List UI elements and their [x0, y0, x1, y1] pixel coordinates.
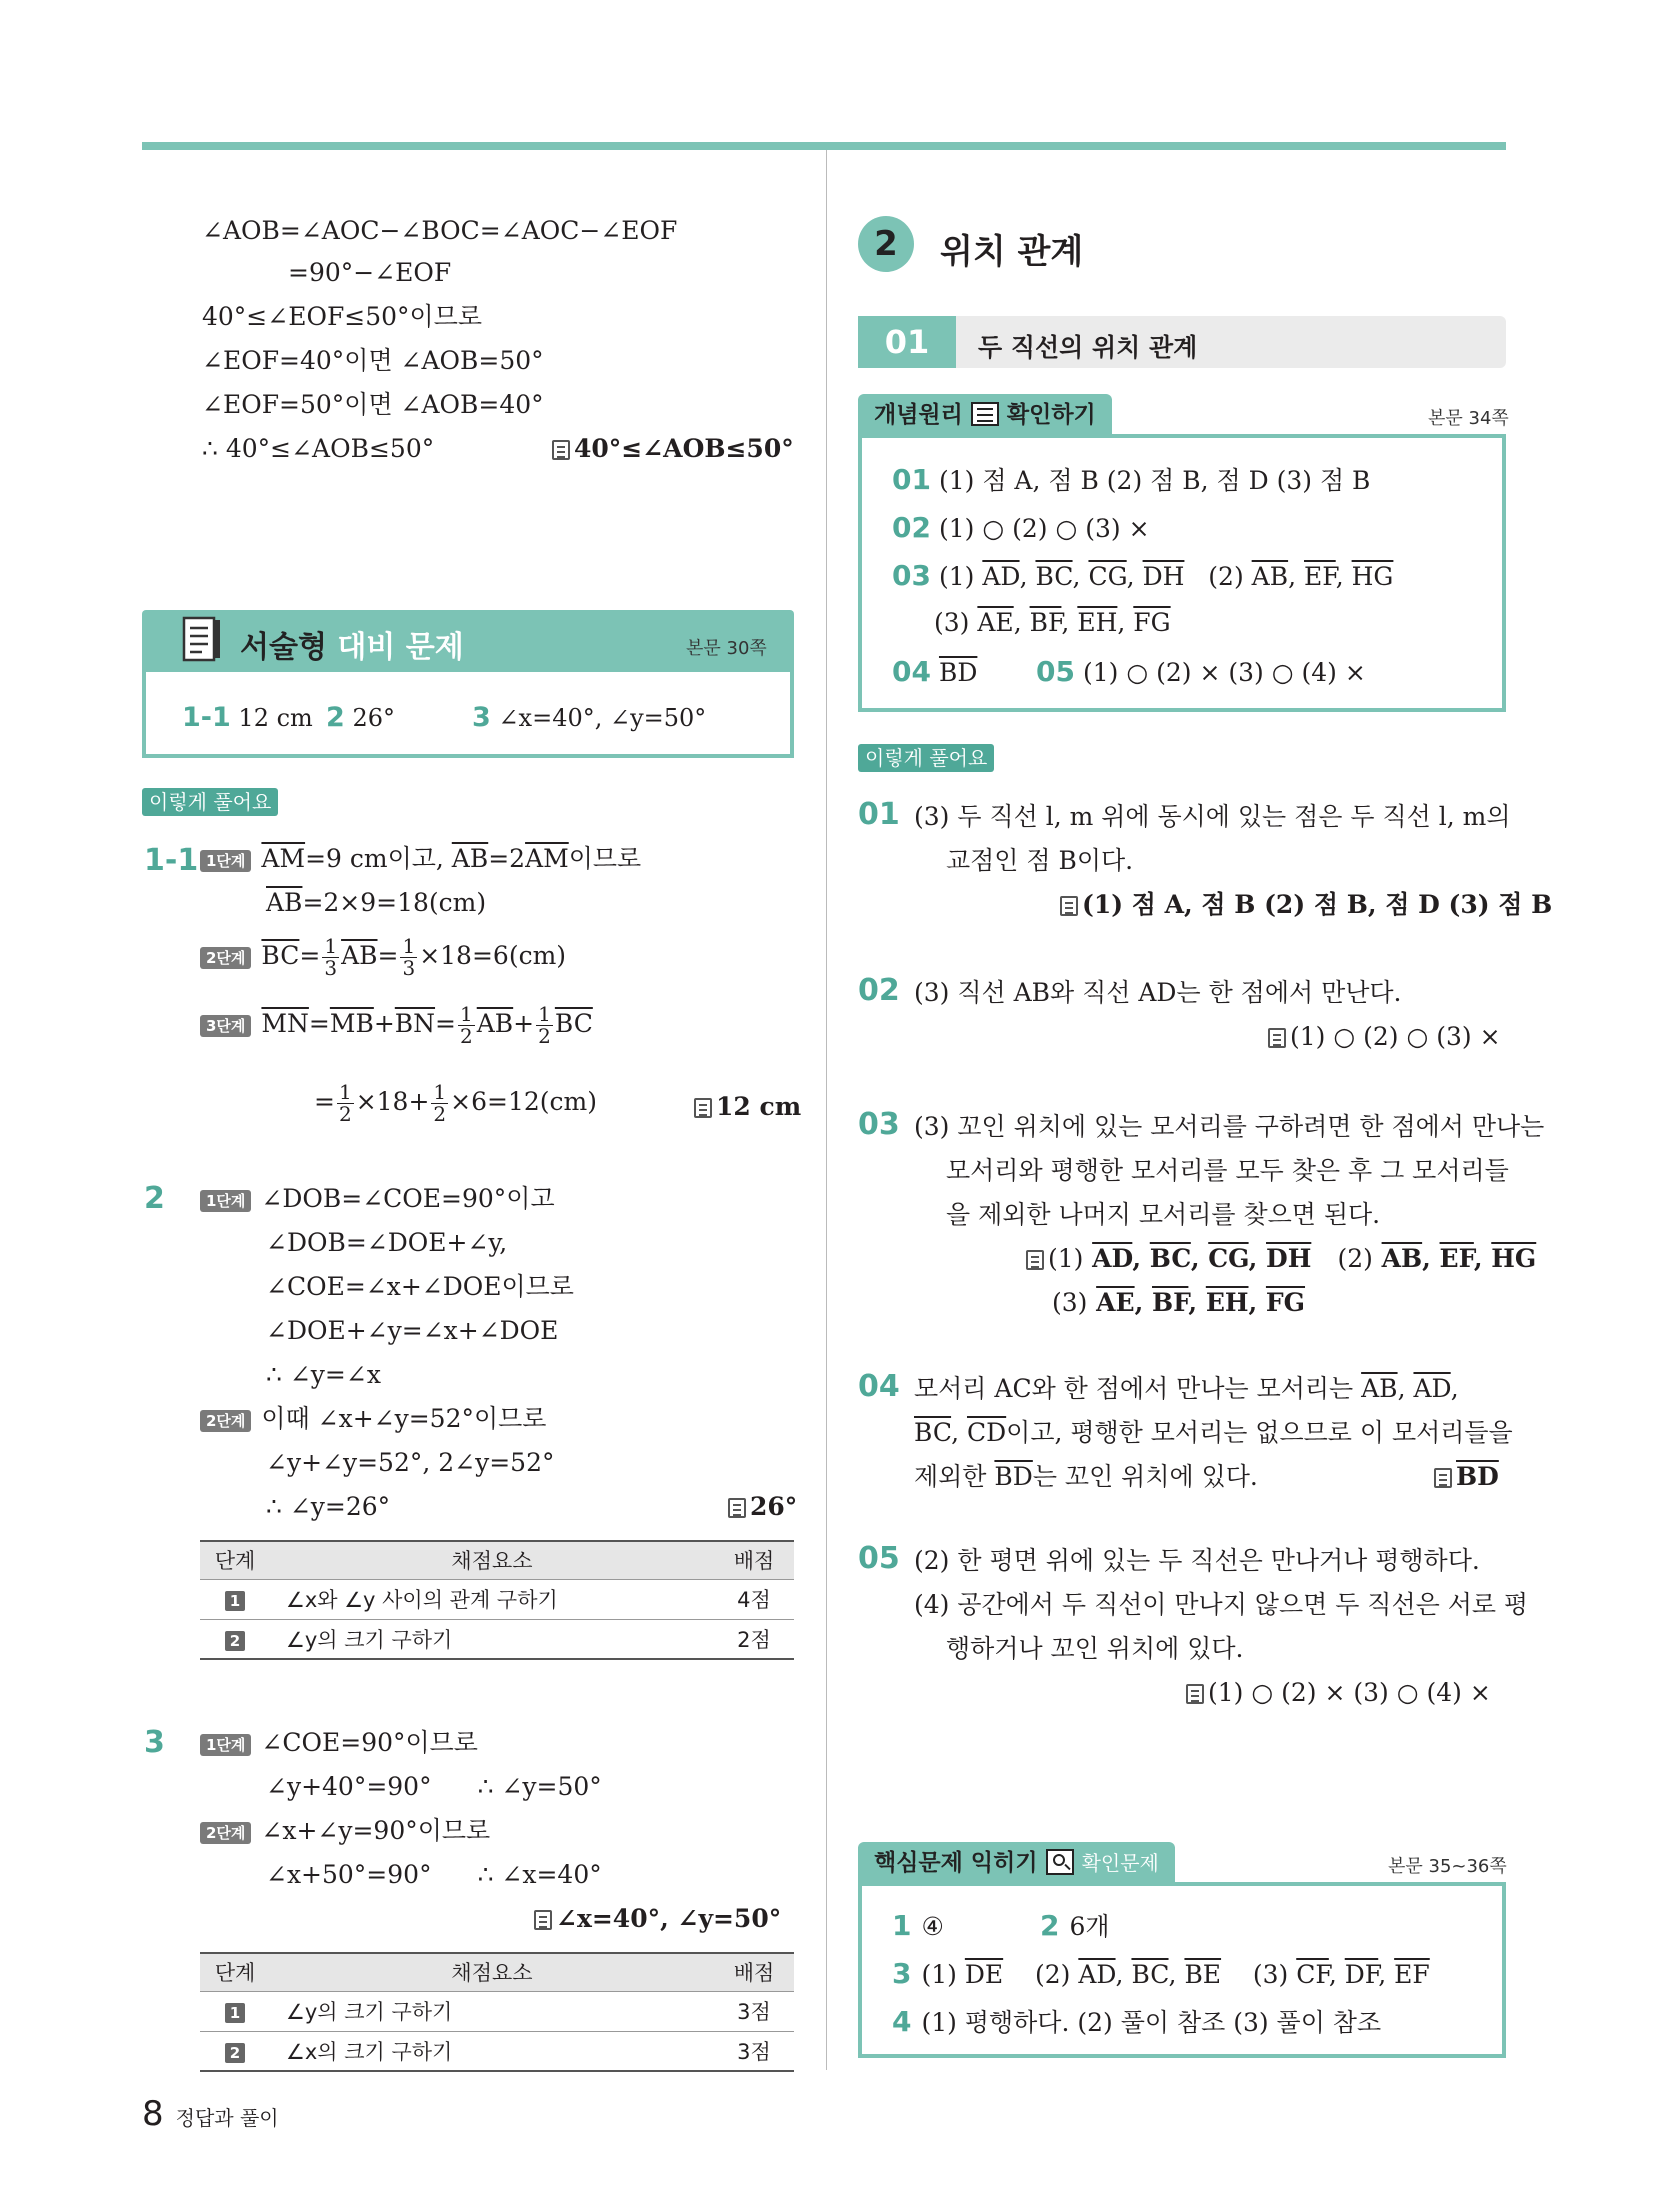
score-header-step: 단계 [200, 1953, 270, 1991]
intro-line-2: =90°−∠EOF [288, 258, 452, 287]
s04-answer: $\overline{BD}$ [1434, 1464, 1499, 1489]
q2-step1-line2: ∠DOB=∠DOE+∠y, [266, 1228, 508, 1257]
q2-step1-line4: ∠DOE+∠y=∠x+∠DOE [266, 1316, 559, 1345]
intro-line-3: 40°≤∠EOF≤50°이므로 [202, 302, 483, 331]
intro-line-1: ∠AOB=∠AOC−∠BOC=∠AOC−∠EOF [202, 216, 678, 245]
s05-number: 05 [858, 1541, 900, 1576]
s03-answer-line1: (1) $\overline{AD}$, $\overline{BC}$, $\overline{CG}$, $\overline{DH}$ (2) $\overline{AB}$, $\overline{EF}$, $\overline{HG}$ [1026, 1246, 1536, 1271]
table-row: 2 ∠x의 크기 구하기 3점 [200, 2031, 794, 2071]
answer-icon [728, 1498, 746, 1518]
s03-line3: 을 제외한 나머지 모서리를 찾으면 된다. [946, 1200, 1381, 1229]
s03-line1: (3) 꼬인 위치에 있는 모서리를 구하려면 한 점에서 만나는 [914, 1112, 1545, 1141]
s03-number: 03 [858, 1107, 900, 1142]
q3-score-table [200, 1952, 794, 2072]
answer-icon [694, 1098, 712, 1118]
concept-05: 05 (1) ○ (2) × (3) ○ (4) × [1036, 655, 1366, 688]
column-divider [826, 150, 827, 2070]
q1-step3-line1: 3단계 $\overline{MN}=\overline{MB}+\overline{BN}=$ $\frac{1}{2}$ $\overline{AB}+$ $\frac{1}{2}$ $\overline{BC}$ [200, 1004, 593, 1047]
q1-step2-line: 2단계 $\overline{BC}=$ $\frac{1}{3}$ $\overline{AB}=$ $\frac{1}{3}$ ×18=6(cm) [200, 936, 566, 979]
concept-03-line1: 03 (1) $\overline{AD}$, $\overline{BC}$, $\overline{CG}$, $\overline{DH}$ (2) $\overline{AB}$, $\overline{EF}$, $\overline{HG}$ [892, 559, 1394, 592]
s05-answer: (1) ○ (2) × (3) ○ (4) × [1186, 1680, 1491, 1705]
q2-step1-line1: 1단계 ∠DOB=∠COE=90°이고 [200, 1186, 555, 1212]
answer-icon [534, 1910, 552, 1930]
q2-step1-line3: ∠COE=∠x+∠DOE이므로 [266, 1272, 574, 1301]
s04-line3: 제외한 $\overline{BD}$는 꼬인 위치에 있다. [914, 1462, 1258, 1491]
s01-line1: (3) 두 직선 l, m 위에 동시에 있는 점은 두 직선 l, m의 [914, 802, 1511, 831]
q2-step1-line5: ∴ ∠y=∠x [266, 1360, 381, 1389]
q1-answer: 12 cm [694, 1094, 801, 1119]
concept-03-line2: (3) $\overline{AE}$, $\overline{BF}$, $\overline{EH}$, $\overline{FG}$ [934, 608, 1171, 637]
answer-icon [1434, 1468, 1452, 1488]
essay-item-3: 3 ∠x=40°, ∠y=50° [472, 702, 707, 733]
s02-answer: (1) ○ (2) ○ (3) × [1268, 1024, 1501, 1049]
q2-step2-line1: 2단계 이때 ∠x+∠y=52°이므로 [200, 1406, 546, 1432]
answer-icon [1186, 1684, 1204, 1704]
q2-number: 2 [144, 1181, 165, 1216]
score-header-item: 채점요소 [270, 1953, 714, 1991]
score-header-step: 단계 [200, 1541, 270, 1579]
intro-answer: 40°≤∠AOB≤50° [552, 436, 794, 461]
answer-icon [552, 440, 570, 460]
section-title: 위치 관계 [940, 232, 1084, 272]
core-1: 1 ④ [892, 1909, 944, 1942]
table-row: 2 ∠y의 크기 구하기 2점 [200, 1619, 794, 1659]
concept-tab: 개념원리 확인하기 [858, 394, 1112, 436]
core-ref: 본문 35~36쪽 [1388, 1856, 1507, 1877]
table-row: 1 ∠y의 크기 구하기 3점 [200, 1991, 794, 2031]
s04-number: 04 [858, 1369, 900, 1404]
s03-line2: 모서리와 평행한 모서리를 모두 찾은 후 그 모서리들 [946, 1156, 1509, 1185]
essay-item-1: 1-1 12 cm [182, 702, 313, 733]
answer-icon [1026, 1250, 1044, 1270]
q1-number: 1-1 [144, 843, 199, 878]
concept-02: 02 (1) ○ (2) ○ (3) × [892, 511, 1150, 544]
q3-step1-line2: ∠y+40°=90° ∴ ∠y=50° [266, 1772, 602, 1801]
essay-box-ref: 본문 30쪽 [686, 638, 767, 659]
essay-item-2: 2 26° [326, 702, 395, 733]
topic-title: 두 직선의 위치 관계 [978, 333, 1198, 362]
solve-tag-right: 이렇게 풀어요 [858, 744, 994, 772]
q3-step1-line1: 1단계 ∠COE=90°이므로 [200, 1730, 478, 1756]
s02-line1: (3) 직선 AB와 직선 AD는 한 점에서 만난다. [914, 978, 1402, 1007]
s02-number: 02 [858, 973, 900, 1008]
s05-line1: (2) 한 평면 위에 있는 두 직선은 만나거나 평행하다. [914, 1546, 1480, 1575]
s01-number: 01 [858, 797, 900, 832]
solve-tag-left: 이렇게 풀어요 [142, 788, 278, 816]
page-footer: 8 정답과 풀이 [142, 2094, 279, 2134]
s04-line2: $\overline{BC}$, $\overline{CD}$이고, 평행한 모서리는 없으므로 이 모서리들을 [914, 1418, 1513, 1447]
check-icon [971, 402, 999, 426]
topic-number: 01 [858, 316, 956, 368]
intro-line-6: ∴ 40°≤∠AOB≤50° [202, 434, 435, 463]
concept-01: 01 (1) 점 A, 점 B (2) 점 B, 점 D (3) 점 B [892, 463, 1371, 496]
magnifier-icon [1046, 1849, 1074, 1875]
q3-number: 3 [144, 1725, 165, 1760]
q2-step2-line2: ∠y+∠y=52°, 2∠y=52° [266, 1448, 555, 1477]
section-number-badge: 2 [858, 216, 914, 272]
table-row: 1 ∠x와 ∠y 사이의 관계 구하기 4점 [200, 1579, 794, 1619]
q1-step1-line2: $\overline{AB}=2\times 9=18(cm)$ [266, 888, 487, 917]
q2-score-table [200, 1540, 794, 1660]
answer-icon [1060, 896, 1078, 916]
s03-answer-line2: (3) $\overline{AE}$, $\overline{BF}$, $\overline{EH}$, $\overline{FG}$ [1052, 1288, 1306, 1317]
q2-step2-line3: ∴ ∠y=26° [266, 1492, 391, 1521]
intro-line-5: ∠EOF=50°이면 ∠AOB=40° [202, 390, 544, 419]
intro-line-4: ∠EOF=40°이면 ∠AOB=50° [202, 346, 544, 375]
s05-line3: 행하거나 꼬인 위치에 있다. [946, 1634, 1244, 1663]
s04-line1: 모서리 AC와 한 점에서 만나는 모서리는 $\overline{AB}$, $\overline{AD}$, [914, 1374, 1459, 1403]
s01-line2: 교점인 점 B이다. [946, 846, 1134, 875]
score-header-score: 배점 [714, 1953, 794, 1991]
core-tab: 핵심문제 익히기 확인문제 [858, 1842, 1175, 1884]
q3-answer: ∠x=40°, ∠y=50° [534, 1906, 781, 1931]
q2-answer: 26° [728, 1494, 797, 1519]
core-3: 3 (1) $\overline{DE}$ (2) $\overline{AD}$, $\overline{BC}$, $\overline{BE}$ (3) $\overline{CF}$, $\overline{DF}$, $\overline{EF}$ [892, 1957, 1430, 1990]
concept-04: 04 $\overline{BD}$ [892, 655, 978, 688]
score-header-score: 배점 [714, 1541, 794, 1579]
s01-answer: (1) 점 A, 점 B (2) 점 B, 점 D (3) 점 B [1060, 892, 1552, 917]
q3-step2-line1: 2단계 ∠x+∠y=90°이므로 [200, 1818, 490, 1844]
top-rule [142, 142, 1506, 150]
answer-icon [1268, 1028, 1286, 1048]
essay-box-title: 서술형 대비 문제 [240, 630, 464, 665]
essay-box-icon [182, 616, 222, 664]
q1-step1-line1: 1단계 $\overline{AM}=9$ cm이고, $\overline{AB}=2\overline{AM}$이므로 [200, 846, 641, 872]
core-2: 2 6개 [1040, 1909, 1110, 1942]
s05-line2: (4) 공간에서 두 직선이 만나지 않으면 두 직선은 서로 평 [914, 1590, 1529, 1619]
q3-step2-line2: ∠x+50°=90° ∴ ∠x=40° [266, 1860, 602, 1889]
q1-step3-line2: = $\frac{1}{2}$ ×18+ $\frac{1}{2}$ ×6=12(cm) [314, 1080, 597, 1126]
concept-ref: 본문 34쪽 [1428, 408, 1509, 429]
core-4: 4 (1) 평행하다. (2) 풀이 참조 (3) 풀이 참조 [892, 2005, 1382, 2038]
score-header-item: 채점요소 [270, 1541, 714, 1579]
